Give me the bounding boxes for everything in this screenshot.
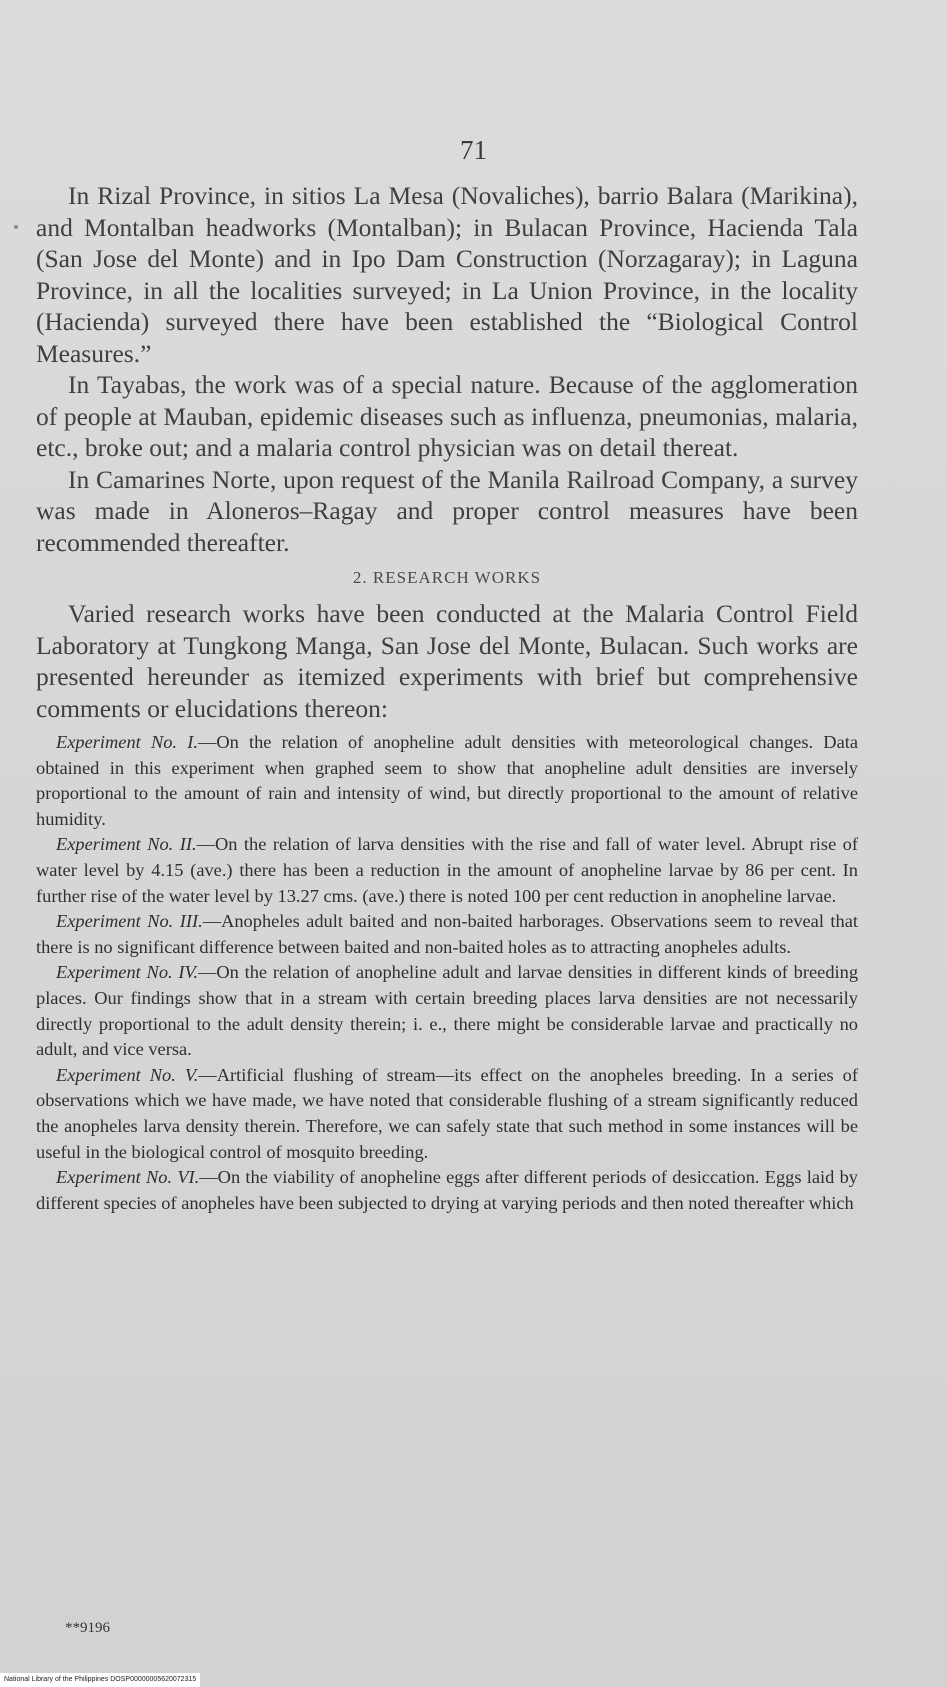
experiment-text: —On the relation of anopheline adult densities with meteorological changes. Data obtained in this experiment when graphed seem to show that anopheline adult densities are inversely proportional to the amount of rain and intensity of wind, but directly proportional to the amount of relative humidity.: [36, 732, 859, 829]
experiment-5: [36, 1063, 858, 1165]
paragraph-camarines: In Camarines Norte, upon request of the Manila Railroad Company, a survey was made in Aloneros–Ragay and proper control measures have been recommended thereafter.: [36, 464, 858, 557]
experiment-label: Experiment No. I.: [56, 732, 198, 752]
page-number: 71: [460, 135, 487, 165]
printer-code: **9196: [65, 1620, 110, 1636]
experiment-label: Experiment No. V.: [56, 1064, 199, 1085]
margin-speck: [14, 225, 18, 229]
experiment-text: —Artificial flushing of stream—its effect on the anopheles breeding. In a series of observations which we have made, we have noted that considerable flushing of a stream significantly reduced the anopheles larva density therein. Therefore, we can safely state that such method in some instances will be useful in the biological control of mosquito breeding.: [36, 1064, 859, 1162]
scan-credit: National Library of the Philippines DOSP00000005620072315: [0, 1673, 200, 1687]
experiment-2: [36, 832, 858, 909]
experiment-6: [36, 1165, 858, 1216]
experiment-text: —On the relation of anopheline adult and larvae densities in different kinds of breeding places. Our findings show that in a stream with certain breeding places larva densities are not necessarily directly proportional to the adult density therein; i. e., there might be considerable larvae and practically no adult, and vice versa.: [36, 962, 859, 1060]
experiment-label: Experiment No. III.: [56, 911, 203, 932]
experiment-text: —Anopheles adult baited and non-baited harborages. Observations seem to reveal that there is no significant difference between baited and non-baited holes as to attracting anopheles adults.: [36, 911, 858, 957]
paragraph-tayabas: In Tayabas, the work was of a special nature. Because of the agglomeration of people at Mauban, epidemic diseases such as influenza, pneumonias, malaria, etc., broke out; and a malaria control physician was on detail thereat.: [36, 370, 858, 462]
experiment-3: [36, 909, 858, 960]
paragraph-research-intro: Varied research works have been conducted at the Malaria Control Field Laboratory at Tungkong Manga, San Jose del Monte, Bulacan. Such works are presented hereunder as itemized experiments with brief but comprehensive comments or elucidations thereon:: [36, 599, 858, 723]
experiment-1: [36, 730, 858, 832]
experiment-label: Experiment No. IV.: [56, 962, 198, 983]
experiment-label: Experiment No. II.: [56, 834, 197, 855]
paragraph-rizal: In Rizal Province, in sitios La Mesa (Novaliches), barrio Balara (Marikina), and Montalban headworks (Montalban); in Bulacan Province, Hacienda Tala (San Jose del Monte) and in Ipo Dam Construction (Norzagaray); in Laguna Province, in all the localities surveyed; in La Union Province, in the locality (Hacienda) surveyed there have been established the “Biological Control Measures.”: [36, 181, 858, 368]
experiment-text: —On the relation of larva densities with the rise and fall of water level. Abrupt rise of water level by 4.15 (ave.) there has been a reduction in the amount of anopheline larvae by 86 per cent. In further rise of the water level by 13.27 cms. (ave.) there is noted 100 per cent reduction in anopheline larvae.: [36, 834, 859, 906]
body-text: [36, 180, 858, 1216]
experiment-text: —On the viability of anopheline eggs after different periods of desiccation. Eggs laid by different species of anopheles have been subjected to drying at varying periods and then noted thereafter which: [36, 1167, 858, 1213]
section-heading: 2. RESEARCH WORKS: [352, 568, 542, 587]
experiment-4: [36, 960, 858, 1062]
experiment-label: Experiment No. VI.: [56, 1167, 200, 1188]
